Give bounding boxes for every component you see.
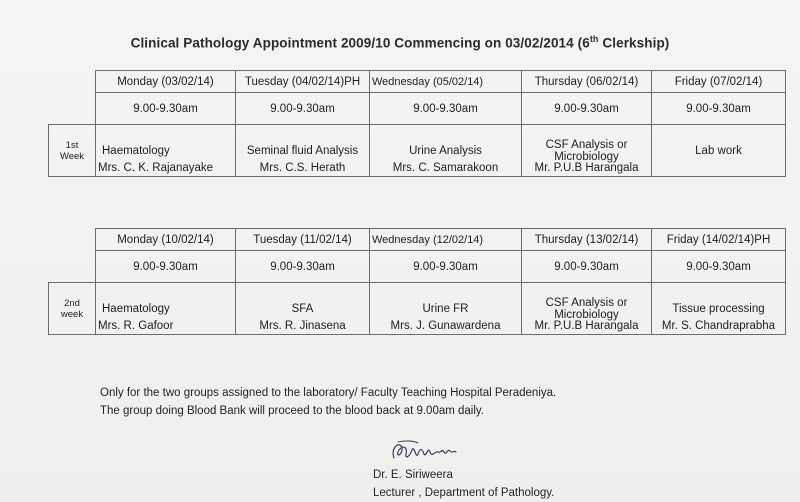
session-cell [370,283,522,335]
session-cell [370,125,522,177]
session-cell [96,283,236,335]
week1-schedule-table [48,70,786,177]
subject: SFA [291,302,314,315]
session-cell [522,125,652,177]
staff-name: Mrs. C.S. Herath [259,162,346,174]
staff-name: Mr. P.U.B Harangala [534,320,639,332]
subject: Urine FR [422,302,469,315]
day-header: Monday (10/02/14) [96,229,236,251]
subject: Haematology [102,302,170,315]
day-header: Tuesday (11/02/14) [236,229,370,251]
subject: CSF Analysis or Microbiology [545,296,628,321]
signatory-name: Dr. E. Siriweera [373,469,453,481]
staff-name: Mrs. C. K. Rajanayake [98,162,214,174]
subject: Seminal fluid Analysis [246,144,359,157]
day-header: Thursday (13/02/14) [522,229,652,251]
week-label: 2nd week [49,283,96,335]
day-header: Friday (07/02/14) [652,71,786,93]
time-cell: 9.00-9.30am [370,251,522,283]
day-header: Thursday (06/02/14) [522,71,652,93]
time-cell: 9.00-9.30am [522,93,652,125]
day-header: Friday (14/02/14)PH [652,229,786,251]
note-line: The group doing Blood Bank will proceed to the blood back at 9.00am daily. [100,405,485,417]
time-cell: 9.00-9.30am [522,251,652,283]
session-cell [522,283,652,335]
session-cell [96,125,236,177]
time-cell: 9.00-9.30am [96,251,236,283]
notes [100,384,556,420]
time-cell: 9.00-9.30am [370,93,522,125]
session-cell [236,125,370,177]
staff-name: Mrs. C. Samarakoon [392,162,499,174]
handwritten-signature [388,438,468,466]
day-header: Monday (03/02/14) [96,71,236,93]
subject: Tissue processing [672,302,765,315]
session-cell [652,125,786,177]
staff-name: Mr. S. Chandraprabha [661,320,776,332]
day-header: Wednesday (12/02/14) [370,229,522,251]
subject: CSF Analysis or Microbiology [545,138,628,163]
week-label: 1st Week [49,125,96,177]
time-cell: 9.00-9.30am [96,93,236,125]
day-header: Tuesday (04/02/14)PH [236,71,370,93]
staff-name: Mrs. J. Gunawardena [390,320,501,332]
note-line: Only for the two groups assigned to the laboratory/ Faculty Teaching Hospital Peradeniya. [100,387,557,399]
session-cell [236,283,370,335]
day-header: Wednesday (05/02/14) [370,71,522,93]
staff-name: Mrs. R. Jinasena [259,320,346,332]
time-cell: 9.00-9.30am [652,251,786,283]
subject: Urine Analysis [409,144,482,157]
week2-schedule-table [48,228,786,335]
time-cell: 9.00-9.30am [236,93,370,125]
page-title: Clinical Pathology Appointment 2009/10 Commencing on 03/02/2014 (6th Clerkship) [130,34,670,51]
subject: Lab work [695,144,742,157]
staff-name: Mr. P.U.B Harangala [534,162,639,174]
subject: Haematology [102,144,170,157]
time-cell: 9.00-9.30am [652,93,786,125]
session-cell [652,283,786,335]
signatory-role: Lecturer , Department of Pathology. [373,487,555,499]
staff-name: Mrs. R. Gafoor [98,320,174,332]
time-cell: 9.00-9.30am [236,251,370,283]
